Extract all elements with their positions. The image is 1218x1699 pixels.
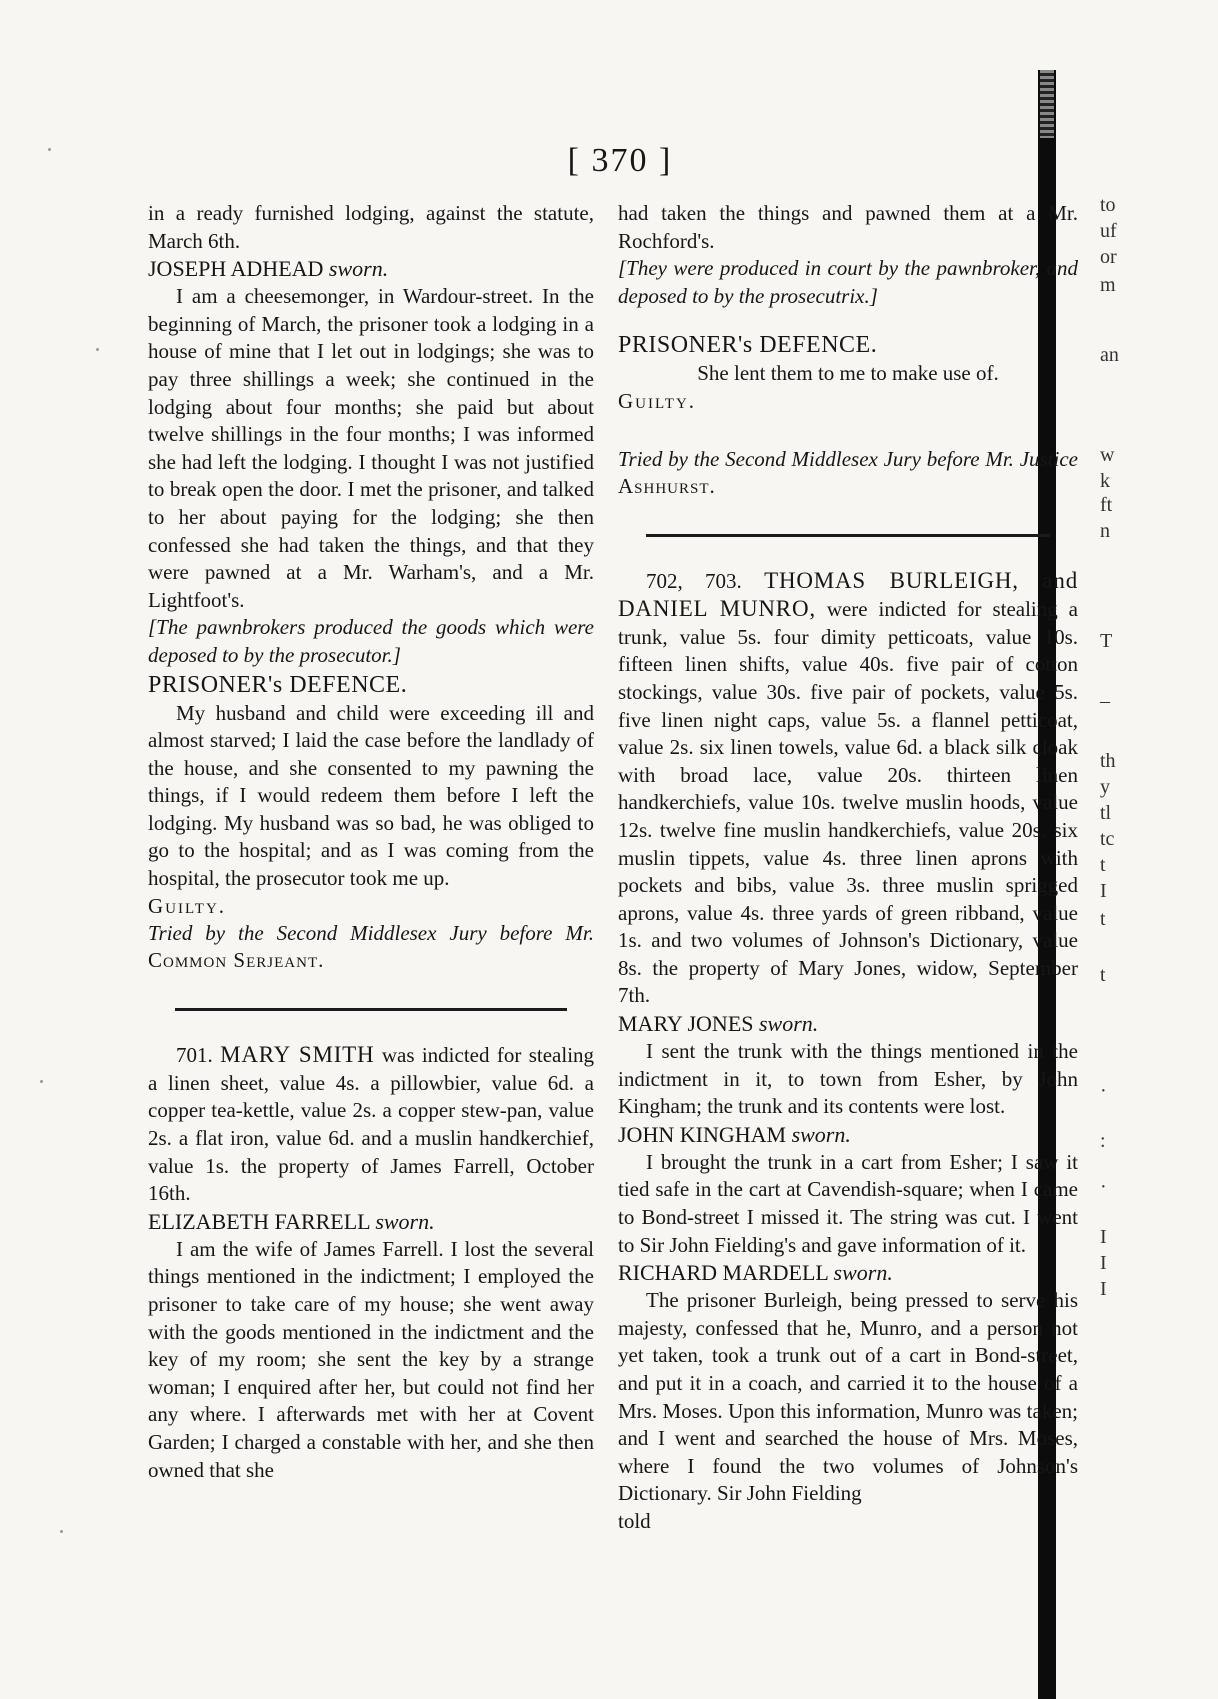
- margin-fragment: I: [1100, 880, 1107, 902]
- witness-heading: [148, 255, 594, 283]
- margin-fragment: m: [1100, 274, 1116, 296]
- judge-name: Common Serjeant.: [148, 948, 325, 973]
- testimony-continuation: had taken the things and pawned them at a Mr. Rochford's.: [618, 201, 1078, 253]
- witness-heading: [148, 1208, 594, 1236]
- margin-fragment: n: [1100, 520, 1110, 542]
- judge-name: Ashhurst.: [618, 473, 716, 498]
- paper-speck: [48, 148, 51, 151]
- margin-fragment: tc: [1100, 828, 1115, 850]
- case-entry: [148, 1041, 594, 1208]
- margin-fragment: an: [1100, 344, 1119, 366]
- witness-testimony: I sent the trunk with the things mentioned in the indictment in it, to town from Esher, by John Kingham; the trunk and its contents were lost.: [618, 1039, 1078, 1119]
- margin-fragment: ·: [1100, 1176, 1107, 1198]
- witness-name: MARY JONES: [618, 1011, 754, 1037]
- jury-note: [148, 920, 594, 974]
- jury-note-italic: Tried by the Second Middlesex Jury before Mr. Justice: [618, 446, 1078, 471]
- margin-fragment: ft: [1100, 494, 1113, 516]
- margin-fragment: I: [1100, 1278, 1107, 1300]
- section-rule: [646, 534, 1051, 537]
- defence-heading: PRISONER's DEFENCE.: [618, 332, 878, 359]
- margin-fragment: –: [1100, 690, 1110, 712]
- margin-fragment: or: [1100, 246, 1117, 268]
- jury-note: [618, 446, 1078, 500]
- paper-speck: [40, 1080, 43, 1083]
- sworn-label: sworn.: [375, 1208, 435, 1234]
- left-column: [148, 200, 594, 1484]
- sworn-label: sworn.: [328, 256, 389, 282]
- case-number: 702, 703.: [646, 568, 742, 593]
- margin-fragment: th: [1100, 750, 1116, 772]
- witness-name: ELIZABETH FARRELL: [148, 1208, 370, 1234]
- margin-fragment: t: [1100, 964, 1106, 986]
- sworn-label: sworn.: [833, 1260, 893, 1286]
- verdict: Guilty.: [148, 893, 227, 918]
- margin-fragment: k: [1100, 470, 1110, 492]
- margin-fragment: tl: [1100, 802, 1112, 824]
- section-rule: [175, 1008, 567, 1011]
- margin-fragment: ·: [1100, 1080, 1107, 1102]
- catchword: told: [618, 1508, 651, 1533]
- margin-fragment: t: [1100, 908, 1106, 930]
- right-column: [618, 200, 1078, 1536]
- paper-speck: [60, 1530, 63, 1533]
- margin-fragment: t: [1100, 854, 1106, 876]
- sworn-label: sworn.: [759, 1011, 819, 1037]
- witness-name: JOSEPH ADHEAD: [148, 256, 324, 282]
- case-number: 701.: [176, 1043, 213, 1068]
- witness-testimony: The prisoner Burleigh, being pressed to serve his majesty, confessed that he, Munro, and a person not yet taken, took a trunk out of a cart in Bond-street, and put it in a coach, and carried it to the house of a Mrs. Moses. Upon this information, Munro was taken; and I went and searched the house of Mrs. Moses, where I found the two volumes of Johnson's Dictionary. Sir John Fielding: [618, 1288, 1078, 1506]
- defence-text: My husband and child were exceeding ill and almost starved; I laid the case before the landlady of the house, and she consented to my pawning the things, if I would redeem them before I left the lodging. My husband was so bad, he was obliged to go to the hospital; and as I was coming from the hospital, the prosecutor took me up.: [148, 700, 594, 891]
- witness-testimony: I brought the trunk in a cart from Esher; I saw it tied safe in the cart at Cavendish-square; when I came to Bond-street I missed it. The string was cut. I went to Sir John Fielding's and gave information of it.: [618, 1149, 1078, 1257]
- sworn-label: sworn.: [791, 1121, 851, 1147]
- margin-fragment: uf: [1100, 220, 1117, 242]
- margin-fragment: I: [1100, 1226, 1107, 1248]
- defence-text: She lent them to me to make use of.: [697, 361, 999, 386]
- witness-heading: [618, 1121, 1078, 1149]
- page-number: [ 370 ]: [567, 142, 673, 179]
- margin-fragment: y: [1100, 776, 1110, 798]
- case-continuation: in a ready furnished lodging, against the statute, March 6th.: [148, 201, 594, 253]
- defendant-names: THOMAS BURLEIGH, and DANIEL MUNRO,: [618, 567, 1079, 622]
- jury-note-italic: Tried by the Second Middlesex Jury before Mr.: [148, 921, 594, 946]
- defendant-name: MARY SMITH: [220, 1042, 375, 1068]
- witness-testimony: I am a cheesemonger, in Wardour-street. In the beginning of March, the prisoner took a lodging in a house of mine that I let out in lodgings; she was to pay three shillings a week; she continued in the lodging about four months; she paid but about twelve shillings in the four months; I was informed she had left the lodging. I thought I was not justified to break open the door. I met the prisoner, and talked to her about paying for the lodging; she then confessed she had taken the things, and that they were pawned at a Mr. Warham's, and a Mr. Lightfoot's.: [148, 284, 594, 612]
- witness-heading: [618, 1259, 1078, 1287]
- indictment-text: were indicted for stealing a trunk, value 5s. four dimity petticoats, value 10s. fifteen linen shifts, value 40s. five pair of cotton stockings, value 30s. five pair of pockets, value 5s. five linen night caps, value 5s. a flannel petticoat, value 2s. six linen towels, value 6d. a black silk cloak with broad lace, value 20s. thirteen linen handkerchiefs, value 10s. twelve muslin hoods, value 12s. twelve fine muslin handkerchiefs, value 20s. six muslin tippets, value 4s. three linen aprons with pockets and bibs, value 3s. three muslin sprigged aprons, value 4s. three yards of green ribband, value 1s. and two volumes of Johnson's Dictionary, value 8s. the property of Mary Jones, widow, September 7th.: [618, 597, 1078, 1008]
- margin-fragment: to: [1100, 194, 1116, 216]
- witness-testimony: I am the wife of James Farrell. I lost the several things mentioned in the indictment; I employed the prisoner to take care of my house; she went away with the goods mentioned in the indictment and the key of my room; she sent the key by a strange woman; I enquired after her, but could not find her any where. I afterwards met with her at Covent Garden; I charged a constable with her, and she then owned that she: [148, 1236, 594, 1482]
- witness-heading: [618, 1010, 1078, 1038]
- defence-heading: PRISONER's DEFENCE.: [148, 671, 408, 698]
- court-note: [The pawnbrokers produced the goods which were deposed to by the prosecutor.]: [148, 615, 594, 667]
- verdict: Guilty.: [618, 388, 697, 413]
- witness-name: JOHN KINGHAM: [618, 1121, 787, 1147]
- paper-speck: [96, 348, 99, 351]
- margin-fragment: T: [1100, 630, 1113, 652]
- margin-fragment: w: [1100, 444, 1115, 466]
- witness-name: RICHARD MARDELL: [618, 1260, 829, 1286]
- court-note: [They were produced in court by the pawnbroker, and deposed to by the prosecutrix.]: [618, 256, 1078, 308]
- margin-fragment: :: [1100, 1130, 1106, 1152]
- case-entry: [618, 567, 1078, 1011]
- margin-fragment: I: [1100, 1252, 1107, 1274]
- indictment-text: was indicted for stealing a linen sheet, value 4s. a pillowbier, value 6d. a copper tea-kettle, value 2s. a copper stew-pan, value 2s. a flat iron, value 6d. and a muslin handkerchief, value 1s. the property of James Farrell, October 16th.: [148, 1043, 595, 1206]
